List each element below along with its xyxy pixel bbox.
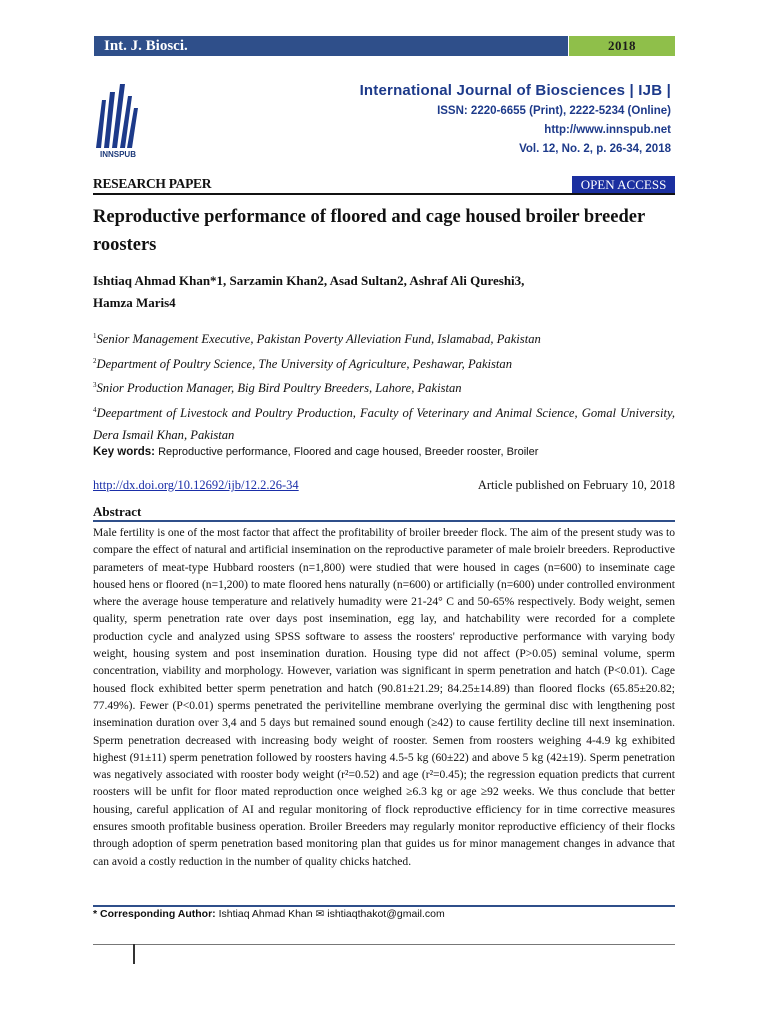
authors-line-2: Hamza Maris4 bbox=[93, 295, 176, 310]
doi-link[interactable]: http://dx.doi.org/10.12692/ijb/12.2.26-34 bbox=[93, 478, 299, 492]
journal-title: International Journal of Biosciences | IJB | bbox=[359, 82, 671, 99]
article-title: Reproductive performance of floored and cage housed broiler breeder roosters bbox=[93, 207, 645, 255]
footer-divider bbox=[93, 944, 675, 945]
corresponding-author bbox=[93, 908, 445, 920]
open-access-badge: OPEN ACCESS bbox=[572, 176, 675, 193]
year: 2018 bbox=[608, 38, 636, 53]
divider bbox=[93, 905, 675, 907]
keywords bbox=[93, 446, 675, 458]
corresponding-email[interactable]: ishtiaqthakot@gmail.com bbox=[327, 908, 445, 920]
affiliation-1: $^1$Senior Management Executive, Pakistan Poverty Alleviation Fund, Islamabad, Pakistan bbox=[93, 332, 541, 347]
innspub-logo-icon bbox=[92, 78, 144, 158]
envelope-icon: ✉ bbox=[315, 908, 325, 920]
authors bbox=[93, 270, 675, 314]
affiliation-3: $^3$Snior Production Manager, Big Bird Poultry Breeders, Lahore, Pakistan bbox=[93, 381, 462, 396]
corresponding-label: * Corresponding Author: bbox=[93, 908, 216, 920]
journal-volume: Vol. 12, No. 2, p. 26-34, 2018 bbox=[519, 143, 671, 155]
authors-line-1: Ishtiaq Ahmad Khan*1, Sarzamin Khan2, Asad Sultan2, Ashraf Ali Qureshi3, bbox=[93, 273, 525, 288]
abstract-text: Male fertility is one of the most factor that affect the profitability of broiler breeder flock. The aim of the present study was to compare the effect of natural and artificial insemination on the reproductive parameter of male broielr breeders. Reproductive parameters of meat-type Hubbard roosters (n=1,800) were studied that were housed in cages (n=600) to inseminate cage housed hens or floored (n=1,200) to mate floored hens naturally (n=600) or artificially (n=600) under controlled environment where the average house temperature and relatively humadity were 21-24° C and 50-65% respectively. Body weight, semen quality, sperm penetration rate over days post insemination, egg lay, and hatchability were recorded for a complete production cycle and analyzed using SPSS software to assess the roosters' reproductive performance with varying body weight, housing system and post insemination duration. Housing type did not affect (P>0.05) seminal volume, sperm concentration, viability and morphology. However, variation was significant in sperm penetration and hatch (P<0.01). Cage housed flock exhibited better sperm penetration and hatch (90.81±21.29; 84.25±14.89) than floored flocks (65.85±20.82; 77.49%). Fewer (P<0.01) sperms penetrated the perivitelline membrane overlying the germinal disc with lengthening post insemination duration over 3,4 and 5 days but remained sound enough (≥42) to cause fertility decline till next insemination. Sperm penetration decreased with increasing body weight of rooster. Semen from roosters weighing 4-4.9 kg exhibited highest (91±11) sperm penetration followed by roosters having 4.5-5 kg (60±22) and above 5 kg (42±19). Sperm penetration was negatively associated with rooster body weight (r²=0.52) and age (r²=0.45); the regression equation predicts that current roosters will be unfit for floor mated reproduction once weighed ≥6.3 kg or age ≥92 weeks. We thus conclude that better housing, careful application of AI and regular monitoring of flock reproductive efficiency for in time corrective measures ensures smooth profitable business operation. Broiler Breeders may regularly monitor reproductive efficiency of their flocks through adoption of sperm penetration based monitoring plan that guides us for minor management changes in advance that can avoid a costly reduction in the number of quality chicks hatched. bbox=[93, 527, 675, 868]
header-year-bar bbox=[569, 36, 675, 56]
journal-url[interactable]: http://www.innspub.net bbox=[544, 124, 671, 136]
keywords-label: Key words: bbox=[93, 446, 155, 458]
abstract-heading: Abstract bbox=[93, 504, 142, 519]
journal-issn: ISSN: 2220-6655 (Print), 2222-5234 (Online) bbox=[437, 105, 671, 117]
affiliation-2: $^2$Department of Poultry Science, The University of Agriculture, Peshawar, Pakistan bbox=[93, 356, 513, 371]
keywords-text: Reproductive performance, Floored and cage housed, Breeder rooster, Broiler bbox=[158, 446, 539, 458]
footer-tick bbox=[133, 944, 135, 964]
logo-text: INNSPUB bbox=[99, 150, 136, 159]
published-date: Article published on February 10, 2018 bbox=[477, 478, 675, 492]
affiliation-4: $^4$Deepartment of Livestock and Poultry Production, Faculty of Veterinary and Animal Science, Gomal University, Dera Ismail Khan, Pakistan bbox=[93, 406, 675, 442]
divider bbox=[93, 193, 675, 195]
research-paper-label: RESEARCH PAPER bbox=[93, 176, 212, 191]
header-journal-bar bbox=[94, 36, 568, 56]
affiliations bbox=[93, 326, 675, 446]
journal-short-name: Int. J. Biosci. bbox=[104, 38, 188, 54]
corresponding-name: Ishtiaq Ahmad Khan bbox=[218, 908, 313, 920]
divider bbox=[93, 520, 675, 522]
journal-info bbox=[360, 82, 671, 159]
